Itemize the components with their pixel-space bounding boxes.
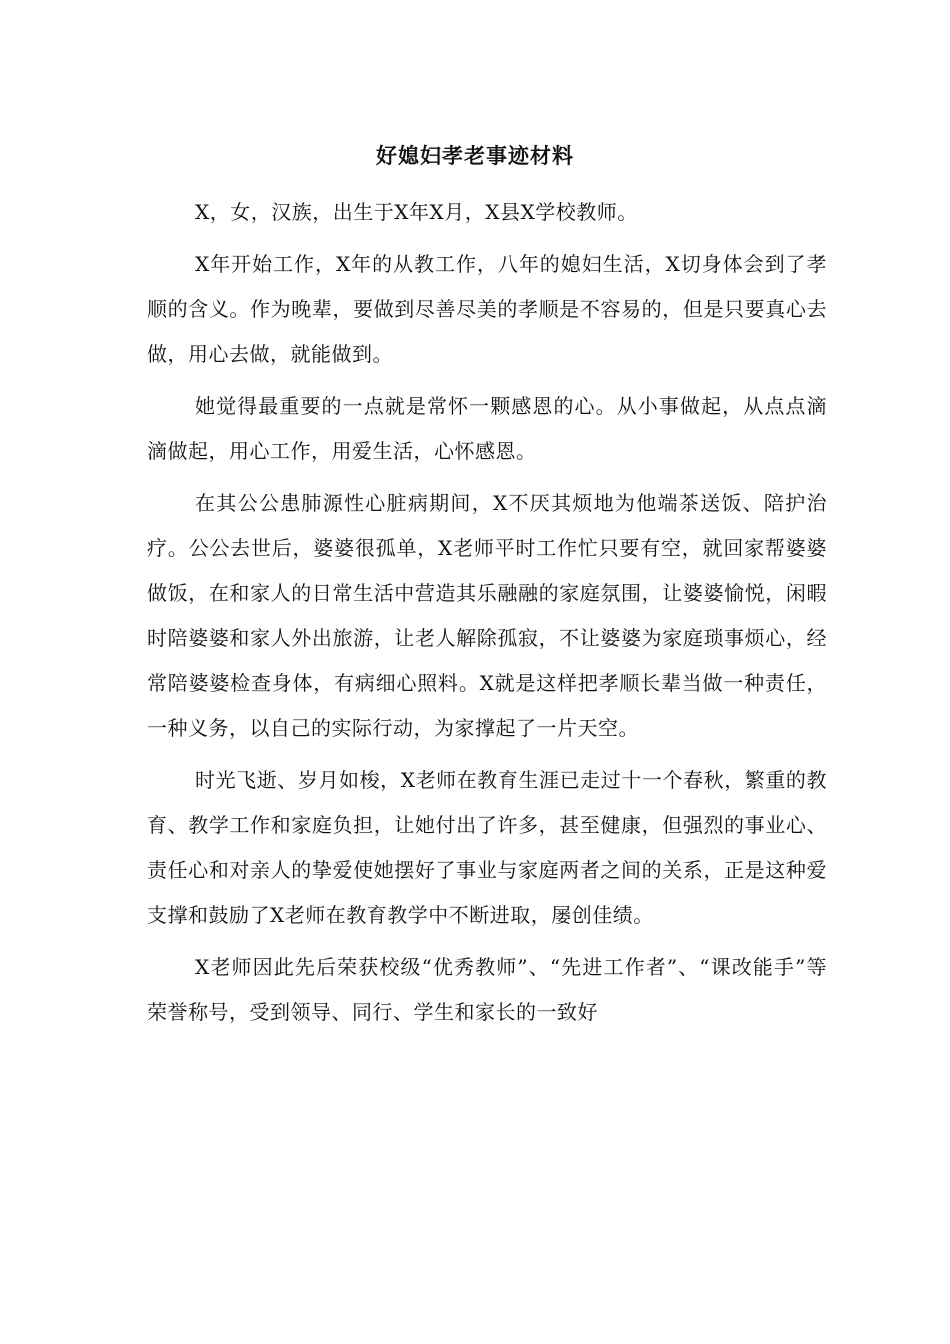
paragraph-4: 在其公公患肺源性心脏病期间，X不厌其烦地为他端茶送饭、陪护治疗。公公去世后，婆婆很孤单，X老师平时工作忙只要有空，就回家帮婆婆做饭，在和家人的日常生活中营造其乐融融的家庭氛围，让婆婆愉悦，闲暇时陪婆婆和家人外出旅游，让老人解除孤寂，不让婆婆为家庭琐事烦心，经常陪婆婆检查身体，有病细心照料。X就是这样把孝顺长辈当做一种责任，一种义务，以自己的实际行动，为家撑起了一片天空。 (147, 491, 827, 740)
paragraph-3: 她觉得最重要的一点就是常怀一颗感恩的心。从小事做起，从点点滴滴做起，用心工作，用爱生活，心怀感恩。 (147, 394, 827, 463)
paragraph-5: 时光飞逝、岁月如梭，X老师在教育生涯已走过十一个春秋，繁重的教育、教学工作和家庭负担，让她付出了许多，甚至健康，但强烈的事业心、责任心和对亲人的挚爱使她摆好了事业与家庭两者之间的关系，正是这种爱支撑和鼓励了X老师在教育教学中不断进取，屡创佳绩。 (147, 768, 827, 927)
document-body (147, 190, 827, 1042)
paragraph-6: X老师因此先后荣获校级“优秀教师”、“先进工作者”、“课改能手”等荣誉称号，受到领导、同行、学生和家长的一致好 (147, 955, 827, 1024)
paragraph-1: X，女，汉族，出生于X年X月，X县X学校教师。 (195, 200, 638, 224)
document-title: 好媳妇孝老事迹材料 (376, 143, 574, 168)
paragraph-2: X年开始工作，X年的从教工作，八年的媳妇生活，X切身体会到了孝顺的含义。作为晚辈，要做到尽善尽美的孝顺是不容易的，但是只要真心去做，用心去做，就能做到。 (147, 252, 827, 366)
